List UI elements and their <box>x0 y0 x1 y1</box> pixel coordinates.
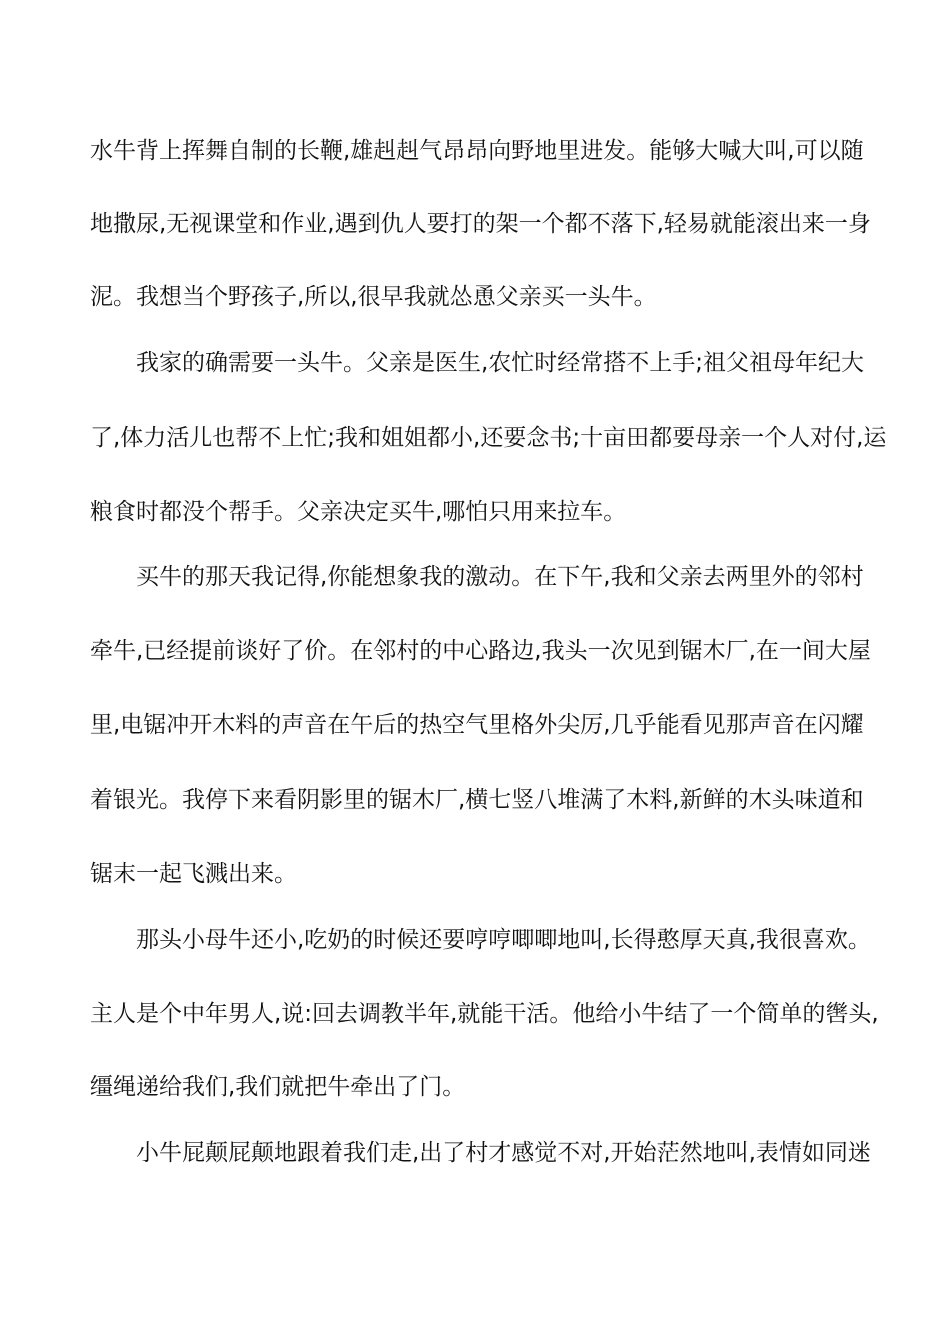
text-line: 小牛屁颠屁颠地跟着我们走,出了村才感觉不对,开始茫然地叫,表情如同迷 <box>136 1140 871 1166</box>
text-line: 泥。我想当个野孩子,所以,很早我就怂恿父亲买一头牛。 <box>90 284 657 310</box>
text-line: 了,体力活儿也帮不上忙;我和姐姐都小,还要念书;十亩田都要母亲一个人对付,运 <box>90 425 887 451</box>
text-line: 那头小母牛还小,吃奶的时候还要哼哼唧唧地叫,长得憨厚天真,我很喜欢。 <box>136 927 871 953</box>
text-line: 我家的确需要一头牛。父亲是医生,农忙时经常搭不上手;祖父祖母年纪大 <box>136 350 865 376</box>
text-line: 着银光。我停下来看阴影里的锯木厂,横七竖八堆满了木料,新鲜的木头味道和 <box>90 787 864 813</box>
text-line: 缰绳递给我们,我们就把牛牵出了门。 <box>90 1074 466 1100</box>
text-line: 地撒尿,无视课堂和作业,遇到仇人要打的架一个都不落下,轻易就能滚出来一身 <box>90 211 871 237</box>
text-line: 里,电锯冲开木料的声音在午后的热空气里格外尖厉,几乎能看见那声音在闪耀 <box>90 712 864 738</box>
text-line: 买牛的那天我记得,你能想象我的激动。在下午,我和父亲去两里外的邻村 <box>136 564 864 590</box>
text-line: 牵牛,已经提前谈好了价。在邻村的中心路边,我头一次见到锯木厂,在一间大屋 <box>90 638 871 664</box>
text-line: 主人是个中年男人,说:回去调教半年,就能干活。他给小牛结了一个简单的辔头, <box>90 1001 879 1027</box>
text-line: 锯末一起飞溅出来。 <box>90 861 297 887</box>
text-line: 粮食时都没个帮手。父亲决定买牛,哪怕只用来拉车。 <box>90 499 627 525</box>
text-line: 水牛背上挥舞自制的长鞭,雄赳赳气昂昂向野地里进发。能够大喊大叫,可以随 <box>90 138 864 164</box>
